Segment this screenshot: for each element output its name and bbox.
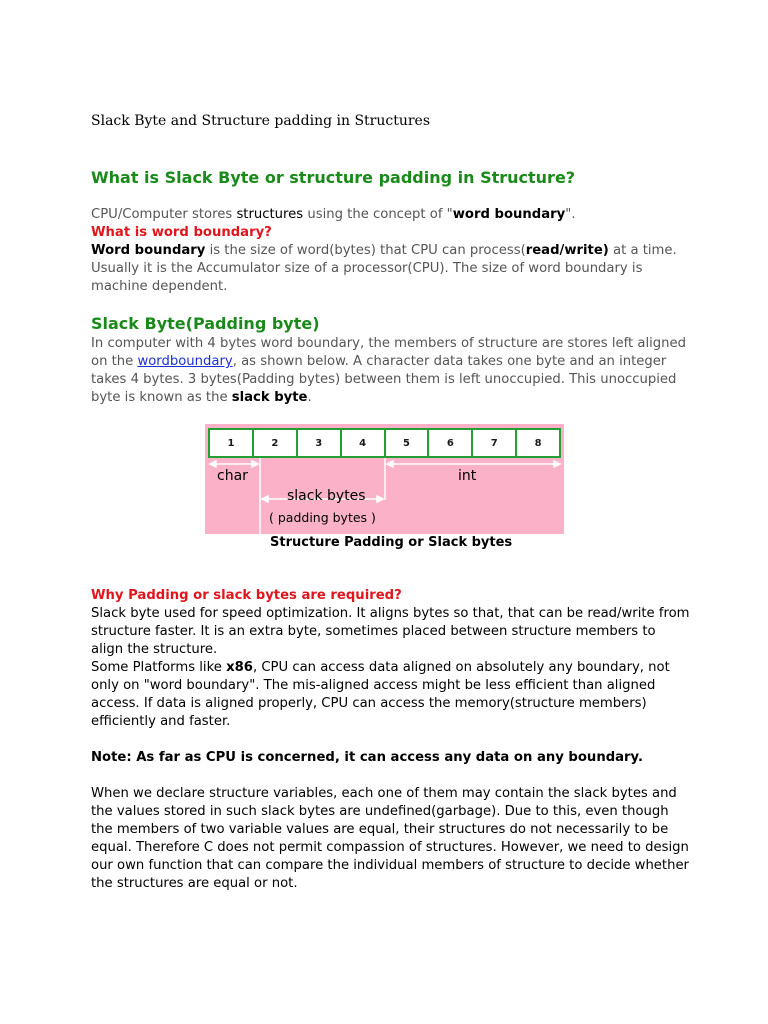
why-heading: Why Padding or slack bytes are required? [91, 588, 402, 603]
char-label: char [217, 468, 248, 484]
arrow-head [387, 461, 393, 467]
byte-cell: 3 [298, 430, 342, 456]
padding-bytes-label: ( padding bytes ) [269, 510, 376, 525]
slack-heading: Slack Byte(Padding byte) [91, 314, 320, 333]
slack-section [91, 315, 691, 407]
intro-section [91, 206, 691, 296]
padding-diagram [205, 424, 564, 534]
closing-paragraph: When we declare structure variables, each one of them may contain the slack bytes and the values stored in such slack bytes are undefined(garbage). Due to this, even though the members of two variable values are equal, their structures do not necessarily to be equal. Therefore C does not permit compassion of structures. However, we need to design our own function that can compare the individual members of structure to decide whether the structures are equal or not. [91, 786, 689, 891]
arrow-head [252, 461, 258, 467]
wordboundary-link[interactable]: wordboundary [137, 354, 233, 369]
arrow-head [554, 461, 560, 467]
diagram-arrows [205, 424, 564, 534]
why-paragraph-1: Slack byte used for speed optimization. It aligns bytes so that, that can be read/write from structure faster. It is an extra byte, sometimes placed between structure members to align the structure. [91, 606, 690, 657]
intro-paragraph: CPU/Computer stores structures using the concept of "word boundary". [91, 207, 576, 222]
byte-cell: 2 [254, 430, 298, 456]
word-boundary-subheading: What is word boundary? [91, 225, 272, 240]
byte-cell: 4 [342, 430, 386, 456]
page-title: Slack Byte and Structure padding in Structures [91, 113, 431, 129]
slack-bytes-label: slack bytes [287, 488, 366, 504]
why-section [91, 587, 691, 731]
arrow-head [262, 496, 268, 502]
byte-cell: 8 [534, 437, 542, 449]
int-label: int [458, 468, 477, 484]
arrow-head [210, 461, 216, 467]
slack-paragraph: In computer with 4 bytes word boundary, the members of structure are stores left aligned on the wordboundary, as shown below. A character data takes one byte and an integer takes 4 bytes. 3 bytes(Padding bytes) between them is left unoccupied. This unoccupied byte is known as the slack byte. [91, 336, 686, 405]
byte-cell: 1 [210, 430, 254, 456]
byte-cell: 7 [473, 430, 517, 456]
diagram-caption: Structure Padding or Slack bytes [270, 535, 513, 550]
byte-cell: 5 [386, 430, 430, 456]
note: Note: As far as CPU is concerned, it can access any data on any boundary. [91, 750, 643, 765]
why-paragraph-2: Some Platforms like x86, CPU can access data aligned on absolutely any boundary, not only on "word boundary". The mis-aligned access might be less efficient than aligned access. If data is aligned properly, CPU can access the memory(structure members) efficiently and faster. [91, 660, 670, 729]
byte-cell: 6 [429, 430, 473, 456]
main-heading: What is Slack Byte or structure padding in Structure? [91, 168, 576, 187]
arrow-head [377, 496, 383, 502]
word-boundary-paragraph: Word boundary is the size of word(bytes) that CPU can process(read/write) at a time. Usually it is the Accumulator size of a processor(CPU). The size of word boundary is machine dependent. [91, 243, 677, 294]
